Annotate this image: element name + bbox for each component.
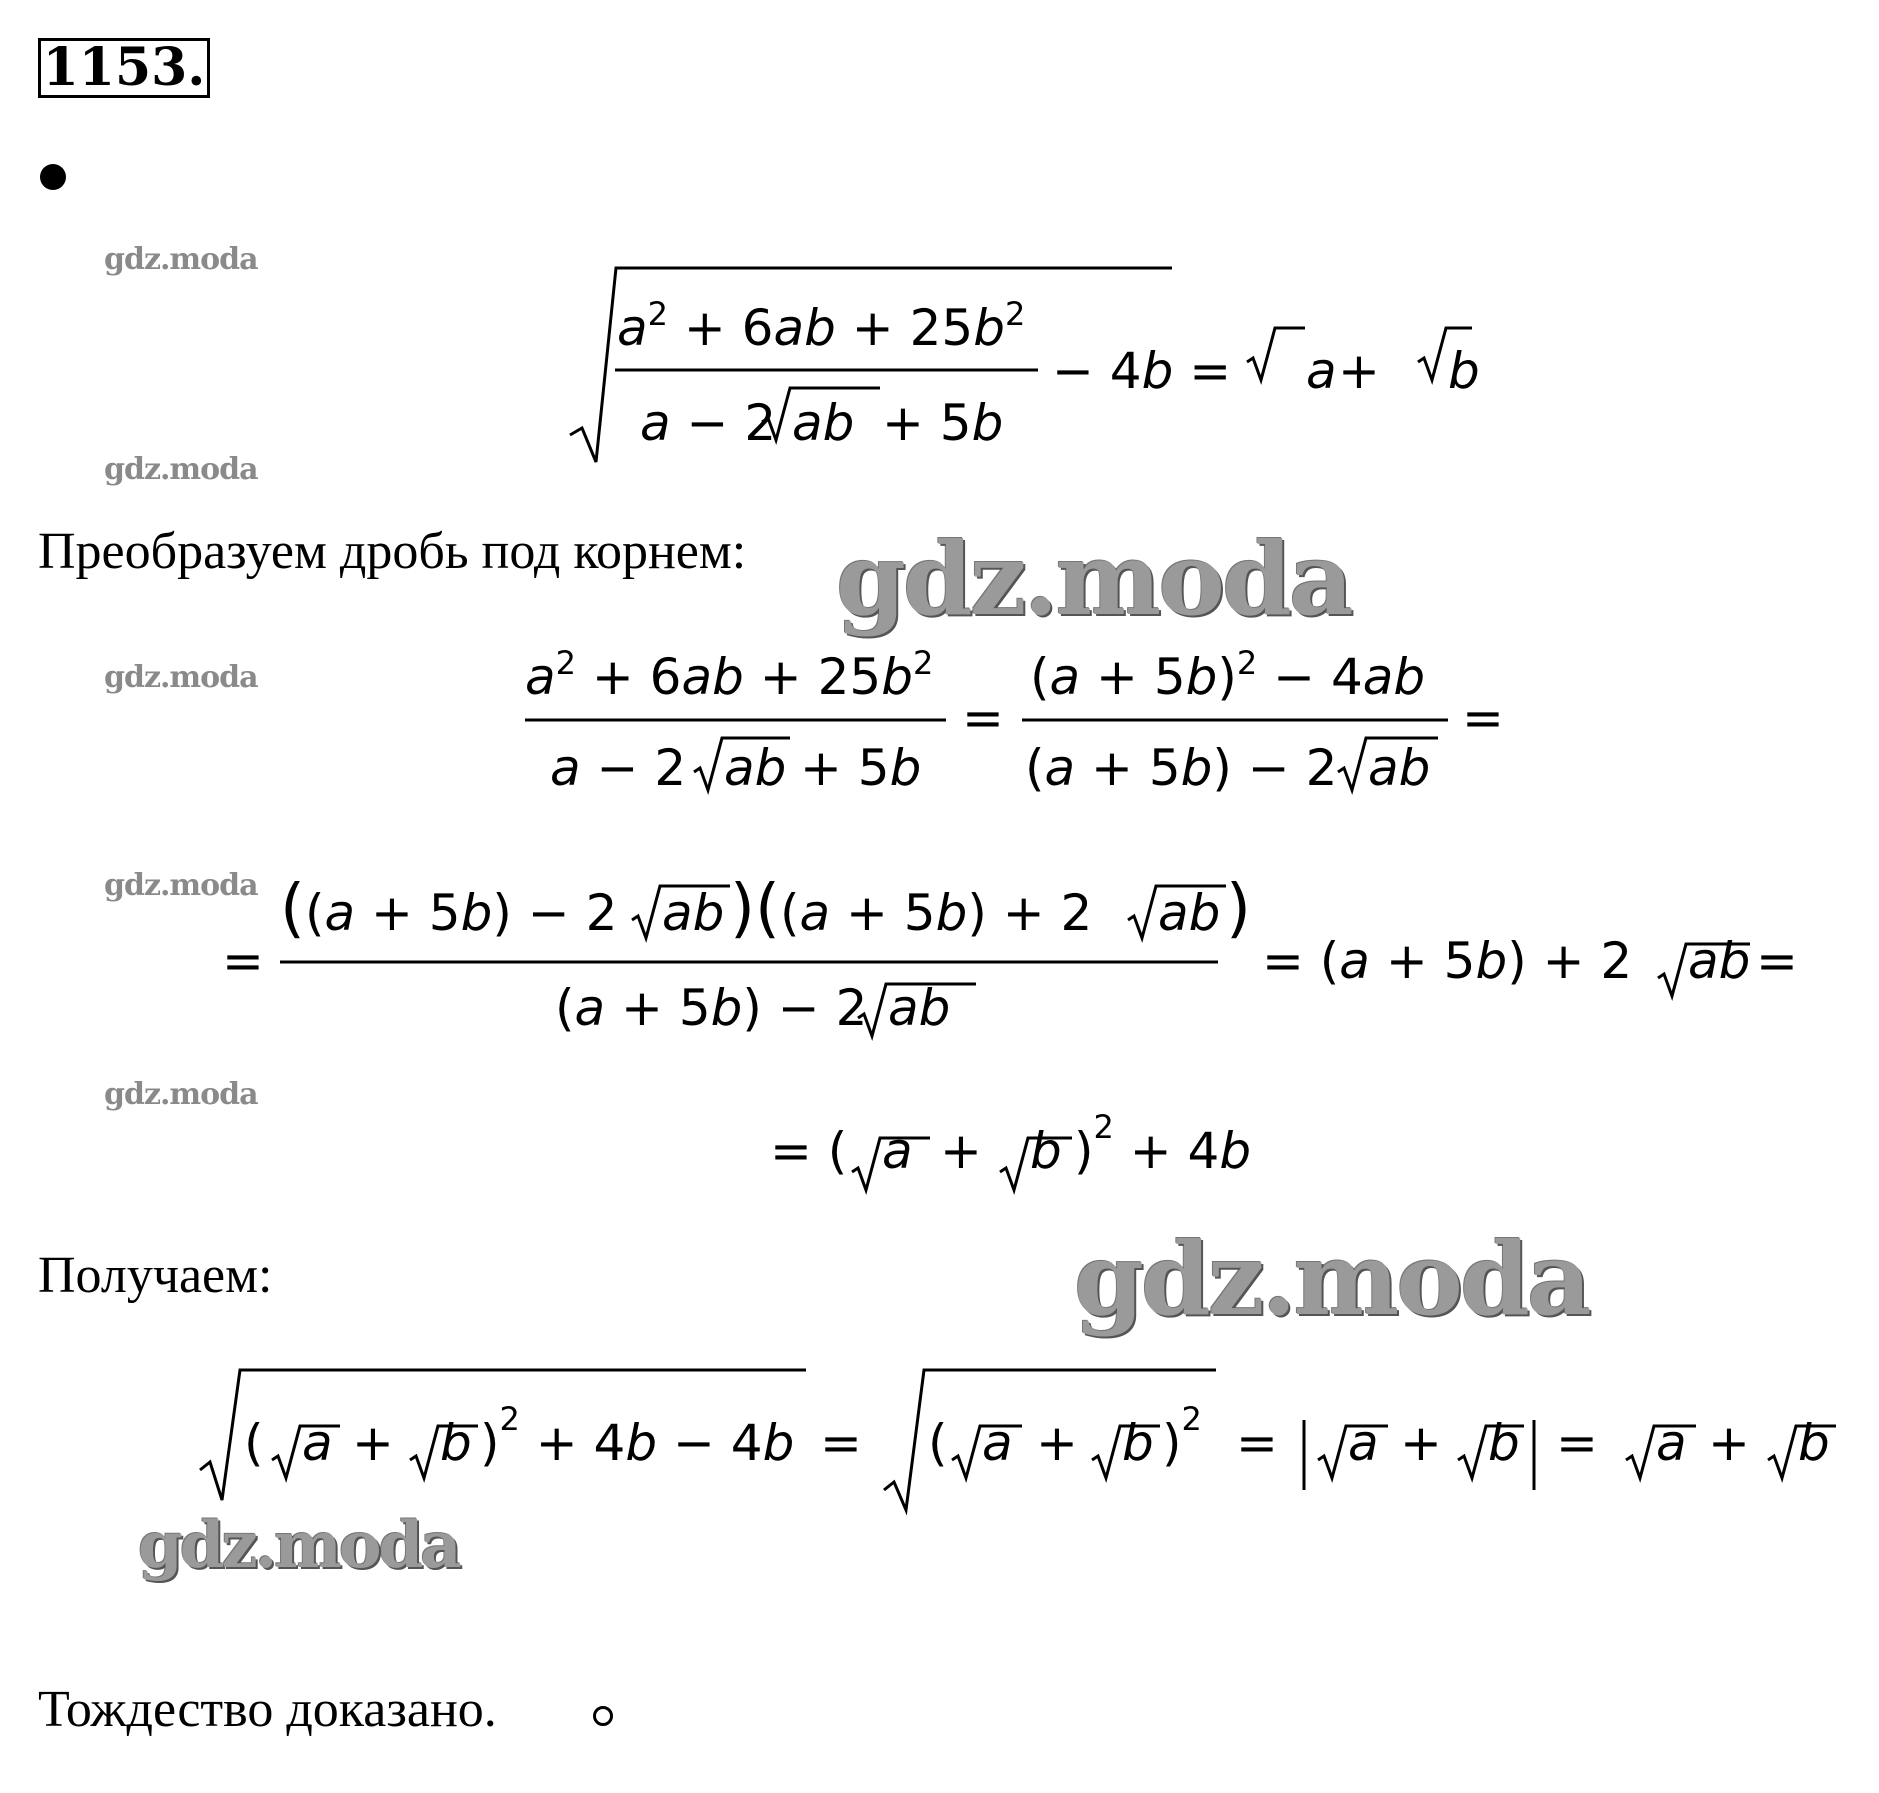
svg-text:a: a (1306, 342, 1337, 400)
svg-text:ab: ab (888, 979, 951, 1037)
svg-text:b: b (1798, 1414, 1830, 1472)
svg-text:)((a + 5b) + 2: )((a + 5b) + 2 (730, 872, 1093, 946)
svg-text:b: b (440, 1414, 472, 1472)
svg-text:− 4b =: − 4b = (1052, 342, 1232, 400)
watermark-small: gdz.moda (104, 242, 258, 277)
svg-text:=: = (962, 689, 1004, 747)
svg-text:+: + (1036, 1414, 1078, 1472)
svg-text:ab: ab (1368, 739, 1431, 797)
text-obtain: Получаем: (38, 1247, 273, 1304)
svg-text:a: a (882, 1122, 913, 1180)
svg-text:a: a (302, 1414, 333, 1472)
svg-text:((a + 5b) − 2: ((a + 5b) − 2 (280, 872, 618, 946)
watermark-large: gdz.moda (1074, 1220, 1589, 1338)
svg-text:(a + 5b)2 − 4ab: $(a + 5b)^2 - 4ab$ (1030, 644, 1426, 706)
svg-text:b: b (1448, 342, 1480, 400)
svg-text:=: = (820, 1414, 862, 1472)
svg-text:=: = (1556, 1414, 1598, 1472)
svg-text:)2 + 4b − 4b: )$^2$ + 4b − 4b (480, 1400, 795, 1472)
svg-text:+ 5b: + 5b (882, 394, 1004, 452)
svg-text:ab: ab (724, 739, 787, 797)
svg-text:b: b (1122, 1414, 1154, 1472)
svg-text:(: ( (244, 1414, 264, 1472)
svg-text:ab: ab (792, 394, 855, 452)
svg-text:a: a (982, 1414, 1013, 1472)
svg-text:b: b (1030, 1122, 1062, 1180)
svg-text:a − 2: a − 2 (550, 739, 687, 797)
svg-text:=: = (1462, 689, 1504, 747)
text-proved: Тождество доказано. (38, 1681, 497, 1738)
svg-text:+: + (1708, 1414, 1750, 1472)
svg-text:a2 + 6ab + 25b2: $a^2 + 6ab + 25b^2$ (525, 644, 934, 706)
svg-text:)2: )$^2$ (1162, 1400, 1202, 1472)
radical-sign (1247, 328, 1305, 380)
svg-text:a: a (1348, 1414, 1379, 1472)
svg-text:+: + (1400, 1414, 1442, 1472)
svg-text:ab: ab (662, 884, 725, 942)
svg-text:(a + 5b) − 2: (a + 5b) − 2 (555, 979, 868, 1037)
watermark-large: gdz.moda (138, 1508, 459, 1583)
svg-text:)2 + 4b: )$^2$ + 4b (1074, 1108, 1252, 1180)
svg-text:): ) (1226, 872, 1251, 946)
svg-text:ab: ab (1158, 884, 1221, 942)
svg-text:+: + (352, 1414, 394, 1472)
watermark-small: gdz.moda (104, 1077, 258, 1112)
watermark-small: gdz.moda (104, 452, 258, 487)
text-transform: Преобразуем дробь под корнем: (38, 523, 747, 580)
svg-text:(: ( (928, 1414, 948, 1472)
svg-text:(a + 5b) − 2: (a + 5b) − 2 (1025, 739, 1338, 797)
watermark-small: gdz.moda (104, 868, 258, 903)
svg-text:=: = (222, 932, 264, 990)
svg-text:+: + (940, 1122, 982, 1180)
svg-text:a − 2: a − 2 (640, 394, 777, 452)
problem-number: 1153. (38, 38, 210, 98)
svg-text:a: a (1656, 1414, 1687, 1472)
svg-text:b: b (1488, 1414, 1520, 1472)
svg-text:=: = (1236, 1414, 1278, 1472)
svg-text:+: + (1338, 342, 1380, 400)
svg-text:=: = (1756, 932, 1798, 990)
svg-text:a2 + 6ab + 25b2: $a^2 + 6ab + 25b^2$ (617, 295, 1026, 357)
watermark-small: gdz.moda (104, 660, 258, 695)
svg-text:= (a + 5b) + 2: = (a + 5b) + 2 (1262, 932, 1633, 990)
svg-text:ab: ab (1688, 932, 1751, 990)
watermark-large: gdz.moda (836, 520, 1351, 638)
svg-text:= (: = ( (770, 1122, 848, 1180)
svg-text:+ 5b: + 5b (800, 739, 922, 797)
